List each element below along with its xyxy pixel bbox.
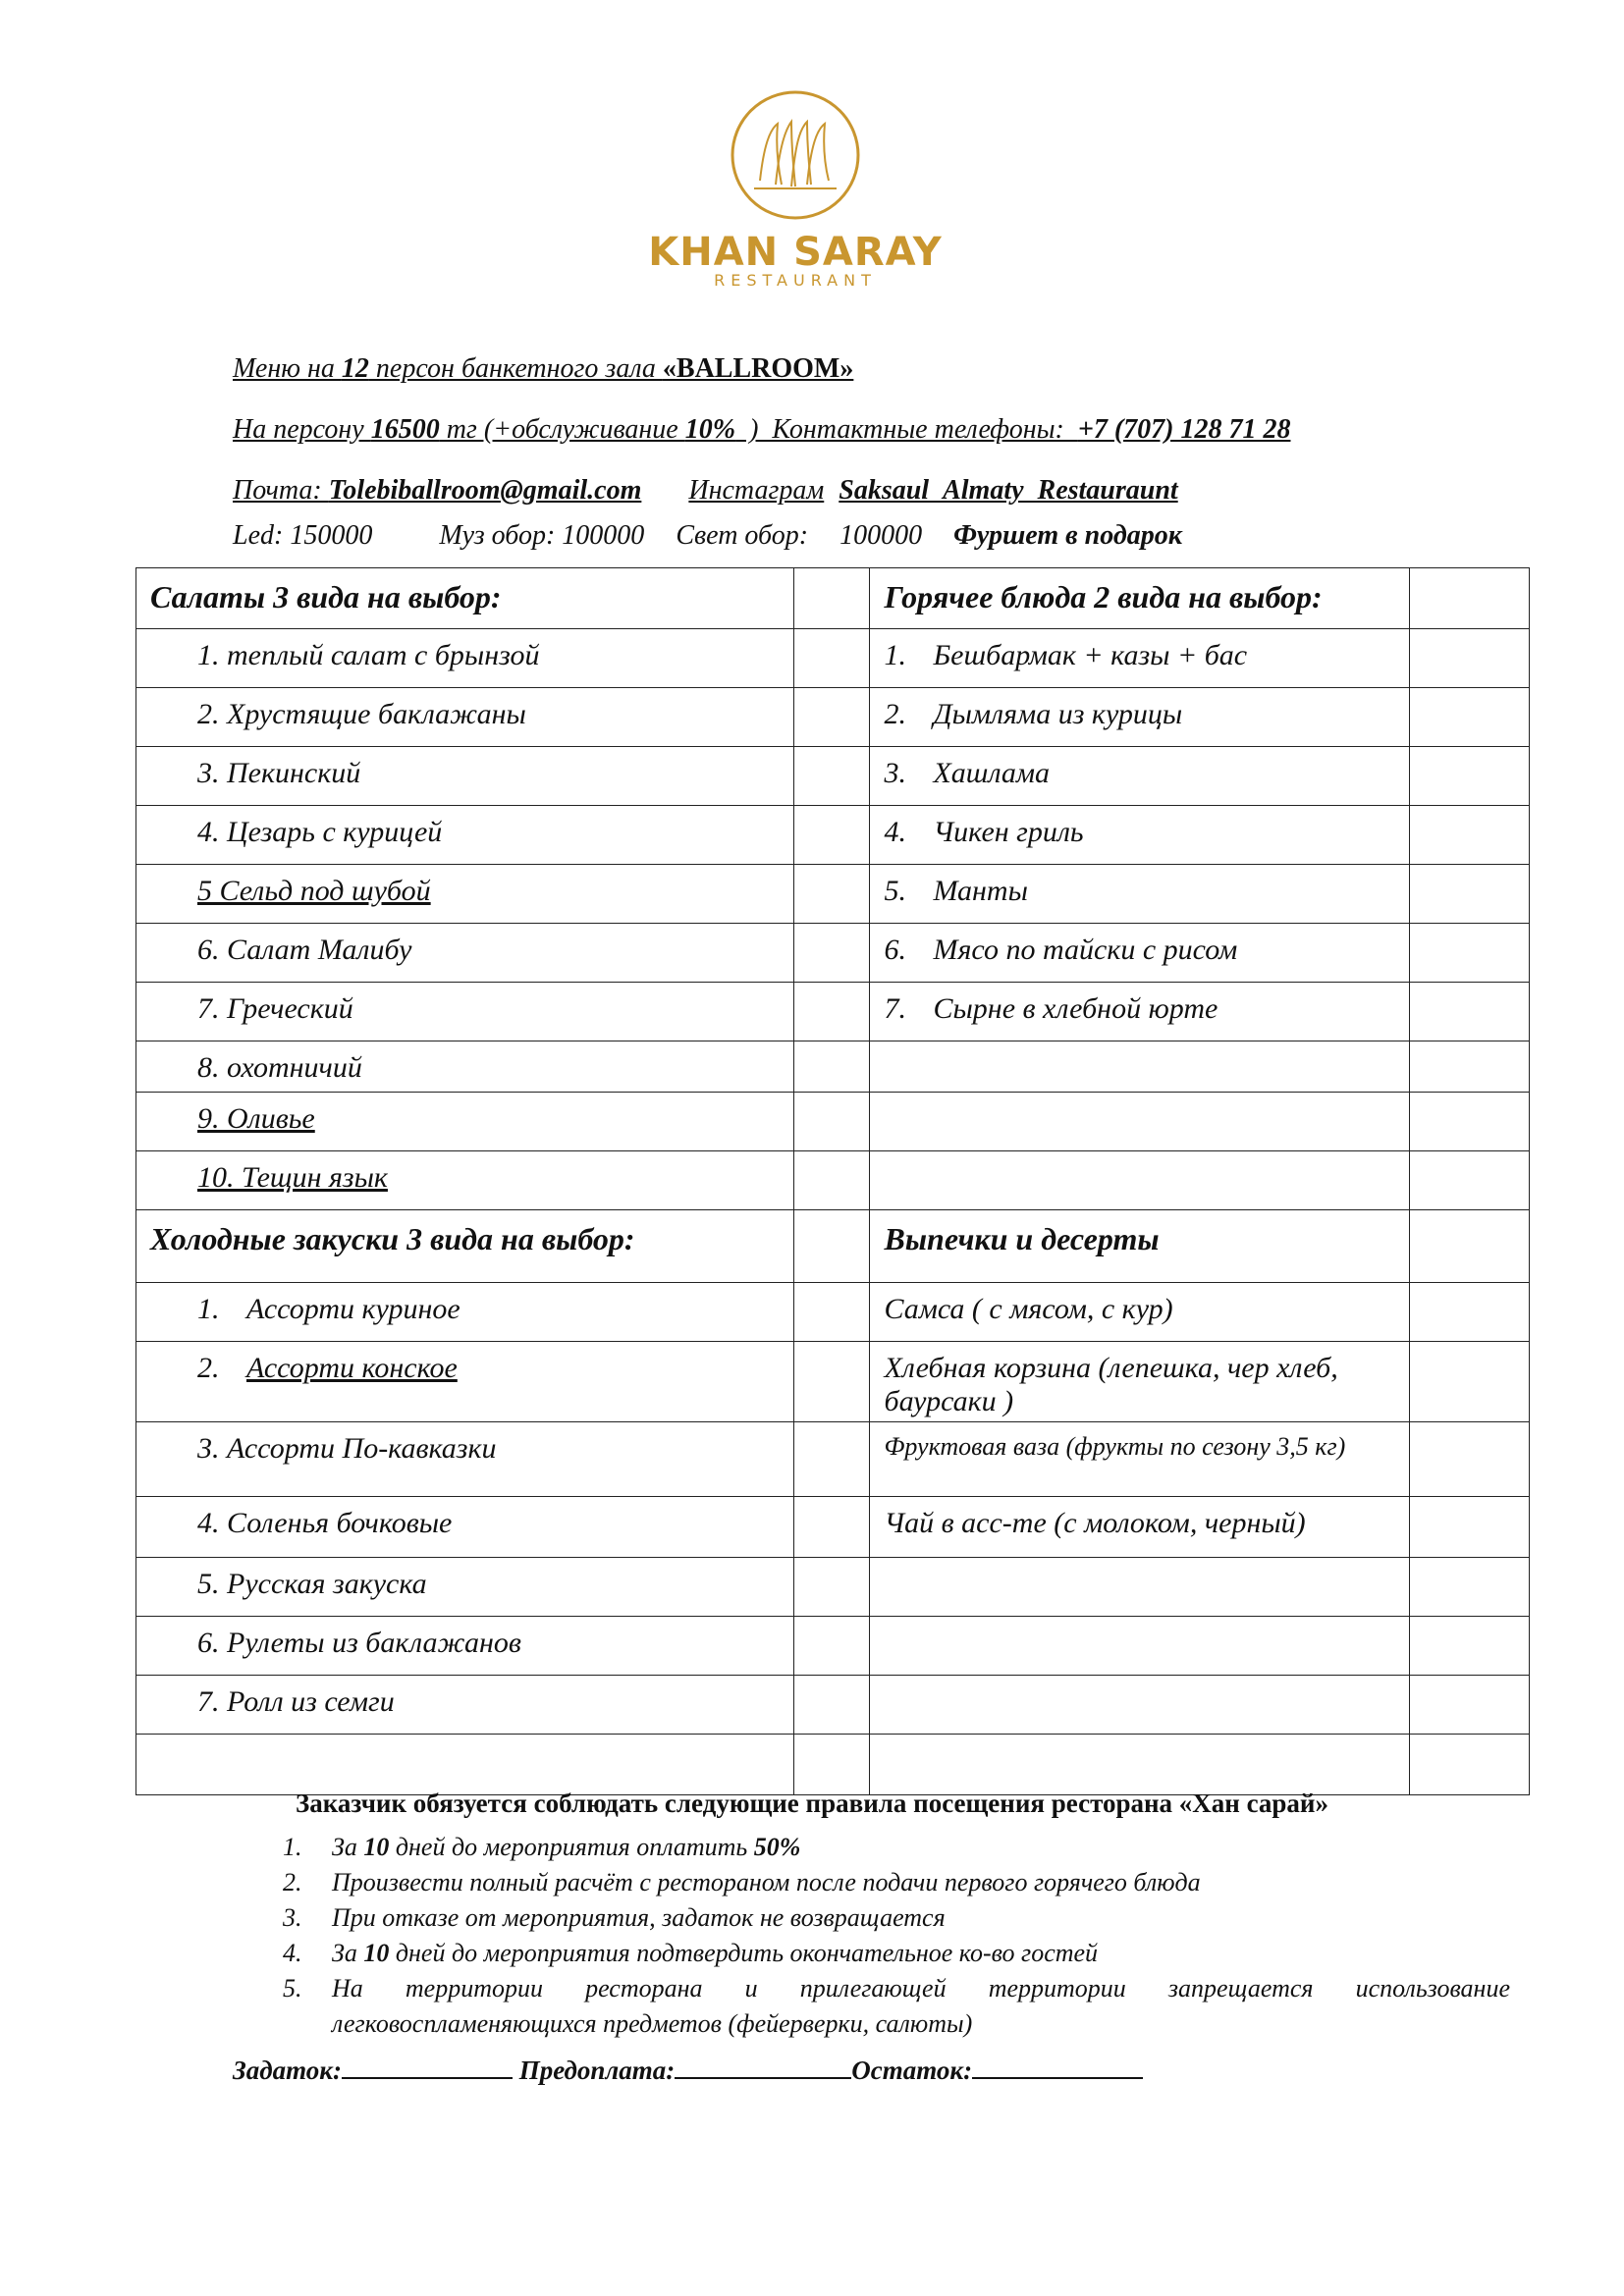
price-pre: На персону bbox=[233, 414, 371, 445]
buffet-gift: Фуршет в подарок bbox=[953, 520, 1182, 551]
rule-item: 5. На территории ресторана и прилегающей территории запрещается использование легковоспламеняющихся предметов (фейерверки, салюты) bbox=[283, 1974, 1510, 2038]
rule-item: 1. За 10 дней до мероприятия оплатить 50% bbox=[283, 1833, 801, 1861]
email-link[interactable]: Tolebiballroom@gmail.com bbox=[328, 475, 642, 506]
light-equipment-price: 100000 bbox=[839, 520, 923, 551]
cold-item: 4. Соленья бочковые bbox=[136, 1497, 794, 1558]
hot-item: 3. Хашлама bbox=[870, 747, 1410, 806]
prepayment-label: Предоплата: bbox=[518, 2056, 676, 2085]
hot-item: 5. Манты bbox=[870, 865, 1410, 924]
led-price: Led: 150000 bbox=[233, 520, 373, 551]
salad-item: 5 Сельд под шубой bbox=[136, 865, 794, 924]
cold-appetizers-title: Холодные закуски 3 вида на выбор: bbox=[136, 1210, 794, 1283]
balance-field[interactable] bbox=[972, 2056, 1143, 2079]
salads-title: Салаты 3 вида на выбор: bbox=[136, 568, 794, 629]
mail-label: Почта: bbox=[233, 475, 329, 506]
logo-sub-text: RESTAURANT bbox=[714, 271, 877, 290]
dessert-item: Чай в асс-те (с молоком, черный) bbox=[870, 1497, 1410, 1558]
hall-name: «BALLROOM» bbox=[662, 353, 854, 384]
dessert-item: Фруктовая ваза (фрукты по сезону 3,5 кг) bbox=[870, 1422, 1410, 1497]
salad-item: 9. Оливье bbox=[136, 1093, 794, 1151]
rules-title: Заказчик обязуется соблюдать следующие правила посещения ресторана «Хан сарай» bbox=[296, 1789, 1328, 1818]
salad-item: 6. Салат Малибу bbox=[136, 924, 794, 983]
music-equipment-price: Муз обор: 100000 bbox=[439, 520, 645, 551]
dessert-item: Хлебная корзина (лепешка, чер хлеб, баурсаки ) bbox=[870, 1342, 1410, 1422]
hot-item: 4. Чикен гриль bbox=[870, 806, 1410, 865]
price-value: 16500 bbox=[370, 414, 440, 445]
salad-item: 10. Тещин язык bbox=[136, 1151, 794, 1210]
light-equipment-label: Свет обор: bbox=[676, 520, 809, 551]
cold-item: 5. Русская закуска bbox=[136, 1558, 794, 1617]
hot-item: 6. Мясо по тайски с рисом bbox=[870, 924, 1410, 983]
menu-pre: Меню на bbox=[233, 353, 342, 384]
instagram-label: Инстаграм bbox=[688, 475, 825, 506]
phone-label: ) Контактные телефоны: bbox=[735, 414, 1078, 445]
salad-item: 1. теплый салат с брынзой bbox=[136, 629, 794, 688]
person-count: 12 bbox=[341, 353, 369, 384]
logo-brand-text: KHAN SARAY bbox=[648, 230, 943, 275]
service-value: 10% bbox=[684, 414, 736, 445]
cold-item: 3. Ассорти По-кавказки bbox=[136, 1422, 794, 1497]
desserts-title: Выпечки и десерты bbox=[870, 1210, 1410, 1283]
rule-item: 3. При отказе от мероприятия, задаток не возвращается bbox=[283, 1903, 946, 1932]
restaurant-logo bbox=[628, 86, 962, 312]
cold-item: 7. Ролл из семги bbox=[136, 1676, 794, 1735]
rule-item: 4. За 10 дней до мероприятия подтвердить окончательное ко-во гостей bbox=[283, 1939, 1099, 1967]
salad-item: 8. охотничий bbox=[136, 1041, 794, 1093]
header-line-extras bbox=[233, 520, 1182, 552]
cold-item: 1. Ассорти куриное bbox=[136, 1283, 794, 1342]
salad-item: 7. Греческий bbox=[136, 983, 794, 1041]
menu-table bbox=[135, 567, 1530, 1795]
hot-item: 2. Дымляма из курицы bbox=[870, 688, 1410, 747]
instagram-link[interactable]: Saksaul_Almaty_Restauraunt bbox=[839, 475, 1178, 506]
salad-item: 3. Пекинский bbox=[136, 747, 794, 806]
cold-item: 2. Ассорти конское bbox=[136, 1342, 794, 1422]
hot-item: 1. Бешбармак + казы + бас bbox=[870, 629, 1410, 688]
header-line-menu bbox=[233, 353, 853, 385]
hot-item: 7. Сырне в хлебной юрте bbox=[870, 983, 1410, 1041]
cold-item: 6. Рулеты из баклажанов bbox=[136, 1617, 794, 1676]
prepayment-field[interactable] bbox=[675, 2056, 851, 2079]
salad-item: 4. Цезарь с курицей bbox=[136, 806, 794, 865]
deposit-field[interactable] bbox=[342, 2056, 513, 2079]
rule-item: 2. Произвести полный расчёт с рестораном после подачи первого горячего блюда bbox=[283, 1868, 1201, 1896]
dessert-item: Самса ( с мясом, с кур) bbox=[870, 1283, 1410, 1342]
deposit-label: Задаток: bbox=[233, 2056, 342, 2085]
payment-footer bbox=[233, 2056, 1143, 2086]
price-mid: тг (+обслуживание bbox=[439, 414, 685, 445]
header-line-price bbox=[233, 414, 1290, 446]
header-line-contacts bbox=[233, 475, 1178, 507]
salad-item: 2. Хрустящие баклажаны bbox=[136, 688, 794, 747]
hot-dishes-title: Горячее блюда 2 вида на выбор: bbox=[870, 568, 1410, 629]
rules-list bbox=[283, 1830, 1510, 2042]
logo-emblem-icon bbox=[727, 86, 864, 224]
menu-mid: персон банкетного зала bbox=[368, 353, 663, 384]
balance-label: Остаток: bbox=[851, 2056, 973, 2085]
phone-number[interactable]: +7 (707) 128 71 28 bbox=[1077, 414, 1291, 445]
